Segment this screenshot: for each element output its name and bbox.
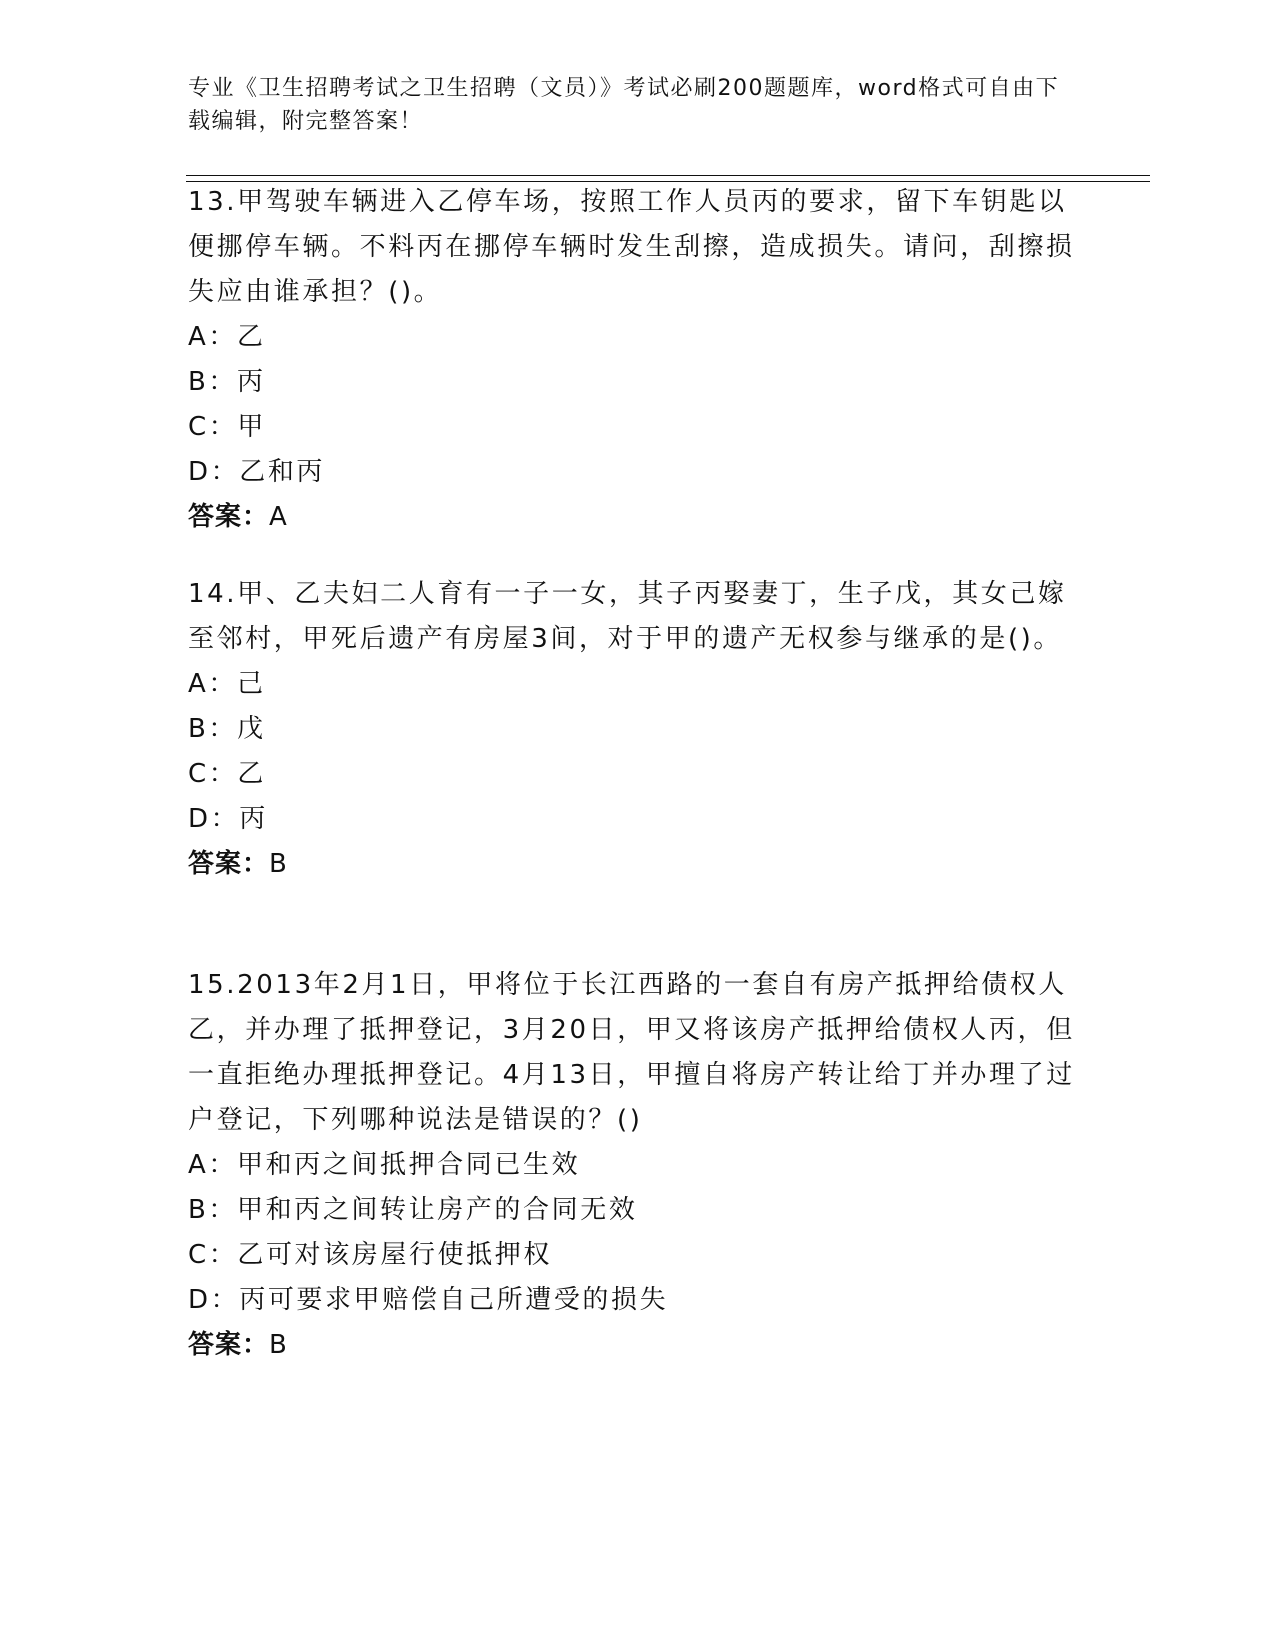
- answer-label: 答案：: [188, 502, 270, 532]
- option-b: B：甲和丙之间转让房产的合同无效: [188, 1195, 638, 1225]
- question-stem: 13.甲驾驶车辆进入乙停车场，按照工作人员丙的要求，留下车钥匙以便挪停车辆。不料丙在挪停车辆时发生刮擦，造成损失。请问，刮擦损失应由谁承担？()。: [188, 187, 1075, 307]
- question-13: [188, 180, 1088, 540]
- header-divider-top: [186, 175, 1150, 176]
- answer-line: [188, 495, 1088, 540]
- option-d: D：乙和丙: [188, 457, 326, 487]
- answer-value: B: [269, 1330, 288, 1360]
- answer-label: 答案：: [188, 1330, 270, 1360]
- option-d: D：丙可要求甲赔偿自己所遭受的损失: [188, 1285, 669, 1315]
- option-list: [188, 662, 1088, 842]
- answer-value: A: [269, 502, 288, 532]
- option-c: C：乙: [188, 759, 266, 789]
- option-b: B：戊: [188, 714, 266, 744]
- option-d: D：丙: [188, 804, 268, 834]
- option-c: C：乙可对该房屋行使抵押权: [188, 1240, 552, 1270]
- option-c: C：甲: [188, 412, 266, 442]
- answer-line: [188, 1323, 1088, 1368]
- question-stem: 15.2013年2月1日，甲将位于长江西路的一套自有房产抵押给债权人乙，并办理了抵押登记，3月20日，甲又将该房产抵押给债权人丙，但一直拒绝办理抵押登记。4月13日，甲擅自将房产转让给丁并办理了过户登记，下列哪种说法是错误的？(): [188, 970, 1075, 1135]
- option-a: A：乙: [188, 322, 266, 352]
- option-a: A：甲和丙之间抵押合同已生效: [188, 1150, 581, 1180]
- question-14: [188, 572, 1088, 887]
- question-15: [188, 963, 1088, 1368]
- option-b: B：丙: [188, 367, 266, 397]
- option-a: A：己: [188, 669, 266, 699]
- answer-value: B: [269, 849, 288, 879]
- answer-line: [188, 842, 1088, 887]
- question-stem: 14.甲、乙夫妇二人育有一子一女，其子丙娶妻丁，生子戊，其女己嫁至邻村，甲死后遗产有房屋3间，对于甲的遗产无权参与继承的是()。: [188, 579, 1067, 654]
- answer-label: 答案：: [188, 849, 270, 879]
- option-list: [188, 1143, 1088, 1323]
- option-list: [188, 315, 1088, 495]
- document-intro: 专业《卫生招聘考试之卫生招聘（文员）》考试必刷200题题库，word格式可自由下载编辑，附完整答案！: [188, 76, 1060, 134]
